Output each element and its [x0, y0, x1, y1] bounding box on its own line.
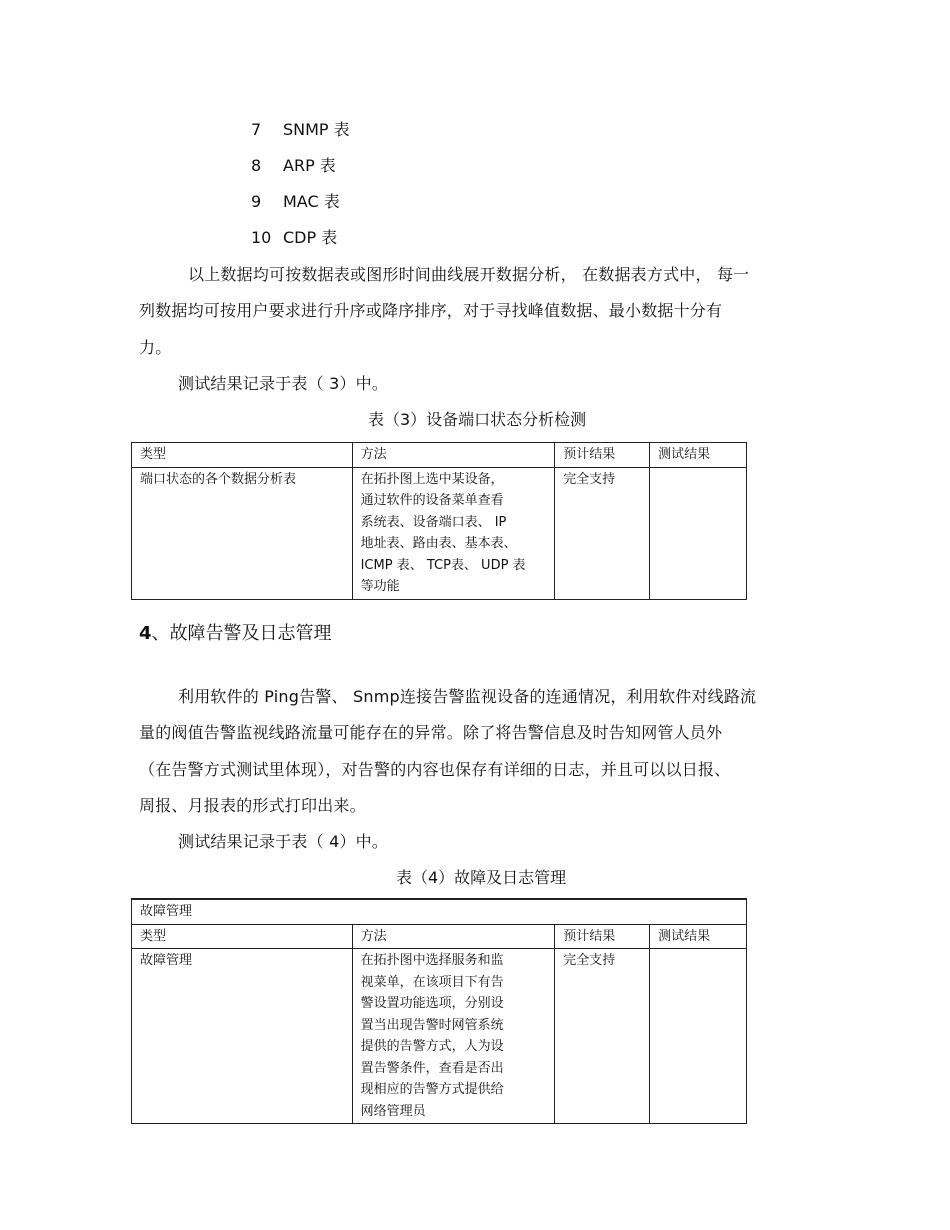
- paragraph-line: 量的阀值告警监视线路流量可能存在的异常。除了将告警信息及时告知网管人员外: [139, 723, 723, 742]
- table3: [131, 442, 747, 600]
- header-result: 测试结果: [650, 924, 747, 949]
- cell-result: [650, 467, 747, 599]
- cell-result: [650, 949, 747, 1124]
- header-method: 方法: [352, 924, 555, 949]
- cell-method: 在拓扑图上选中某设备， 通过软件的设备菜单查看 系统表、设备端口表、 IP 地址表、路由表、基本表、 ICMP 表、 TCP表、 UDP 表 等功能: [352, 467, 555, 599]
- header-method: 方法: [352, 443, 555, 468]
- list-item: 8 ARP 表: [251, 156, 336, 175]
- header-expected: 预计结果: [555, 443, 650, 468]
- paragraph-line: 列数据均可按用户要求进行升序或降序排序，对于寻找峰值数据、最小数据十分有: [139, 301, 723, 320]
- paragraph-line: （在告警方式测试里体现），对告警的内容也保存有详细的日志，并且可以以日报、: [139, 760, 731, 779]
- header-type: 类型: [132, 924, 353, 949]
- paragraph-line: 力。: [139, 338, 172, 357]
- table-row: [132, 467, 747, 599]
- table-header-row: [132, 924, 747, 949]
- table4: [131, 898, 747, 1124]
- paragraph-line: 利用软件的 Ping告警、 Snmp连接告警监视设备的连通情况，利用软件对线路流: [178, 687, 757, 706]
- cell-method: 在拓扑图中选择服务和监 视菜单，在该项目下有告 警设置功能选项，分别设 置当出现告警时网管系统 提供的告警方式，人为设 置告警条件，查看是否出 现相应的告警方式提供给 网络管理员: [352, 949, 555, 1124]
- cell-expected: 完全支持: [555, 467, 650, 599]
- table-row: [132, 949, 747, 1124]
- paragraph-line: 以上数据均可按数据表或图形时间曲线展开数据分析， 在数据表方式中， 每一: [188, 265, 750, 284]
- header-result: 测试结果: [650, 443, 747, 468]
- cell-type: 端口状态的各个数据分析表: [132, 467, 353, 599]
- header-expected: 预计结果: [555, 924, 650, 949]
- list-item: 10 CDP 表: [251, 228, 338, 247]
- table4-caption: 表（4）故障及日志管理: [396, 868, 567, 887]
- header-type: 类型: [132, 443, 353, 468]
- paragraph-line: 周报、月报表的形式打印出来。: [139, 796, 366, 815]
- cell-type: 故障管理: [132, 949, 353, 1124]
- list-item: 9 MAC 表: [251, 192, 340, 211]
- group-title: 故障管理: [132, 899, 747, 924]
- cell-expected: 完全支持: [555, 949, 650, 1124]
- record-note-table3: 测试结果记录于表（ 3）中。: [178, 374, 389, 393]
- record-note-table4: 测试结果记录于表（ 4）中。: [178, 832, 389, 851]
- table3-caption: 表（3）设备端口状态分析检测: [368, 410, 587, 429]
- table-group-row: [132, 899, 747, 924]
- list-item: 7 SNMP 表: [251, 120, 350, 139]
- table-header-row: [132, 443, 747, 468]
- section-heading: 4、故障告警及日志管理: [139, 623, 332, 644]
